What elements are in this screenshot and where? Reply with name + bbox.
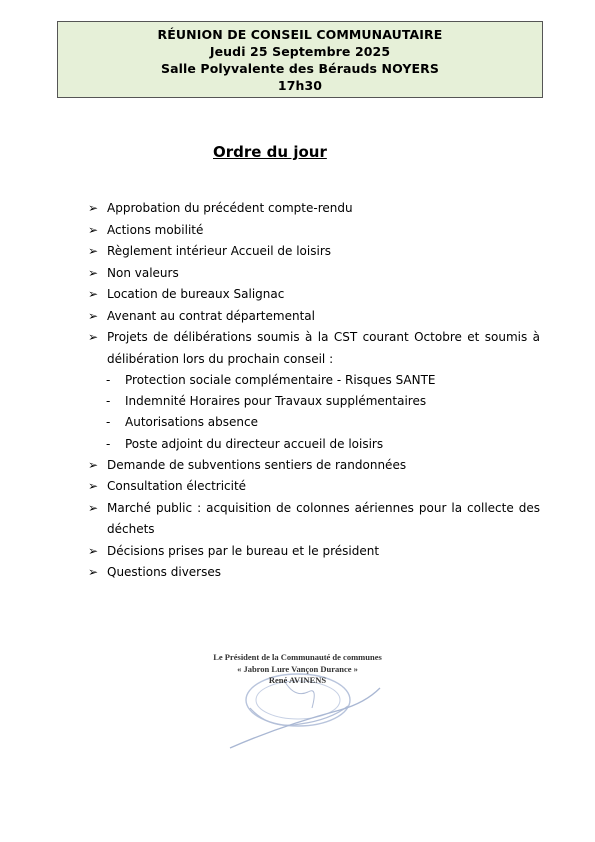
arrow-bullet-icon: ➢: [88, 201, 99, 215]
list-item: ➢ Avenant au contrat départemental: [88, 306, 540, 328]
dash-bullet: -: [106, 436, 111, 451]
list-item: ➢ Location de bureaux Salignac: [88, 284, 540, 306]
arrow-bullet-icon: ➢: [88, 287, 99, 301]
signature-title: Le Président de la Communauté de communes: [213, 652, 382, 662]
dash-bullet: -: [106, 373, 111, 387]
signature-entity: « Jabron Lure Vançon Durance »: [237, 664, 358, 674]
meeting-location: Salle Polyvalente des Bérauds NOYERS: [161, 60, 439, 76]
list-item: ➢ Questions diverses: [88, 562, 540, 584]
meeting-time: 17h30: [277, 77, 323, 93]
agenda-list: [88, 198, 540, 584]
signature-block: [190, 648, 405, 758]
page-title: Ordre du jour: [213, 143, 327, 161]
arrow-bullet-icon: ➢: [88, 500, 99, 515]
dash-bullet: -: [106, 415, 111, 430]
list-item: ➢ Marché public : acquisition de colonnes aériennes pour la collecte des déchets: [88, 498, 540, 541]
sub-list-item: - Protection sociale complémentaire - Risques SANTE: [88, 370, 540, 391]
arrow-bullet-icon: ➢: [88, 565, 99, 580]
list-item: ➢ Non valeurs: [88, 263, 540, 285]
sub-list-item: - Indemnité Horaires pour Travaux supplémentaires: [88, 391, 540, 412]
dash-bullet: -: [106, 394, 111, 409]
meeting-title: RÉUNION DE CONSEIL COMMUNAUTAIRE: [157, 26, 443, 42]
meeting-date: Jeudi 25 Septembre 2025: [209, 43, 391, 59]
arrow-bullet-icon: ➢: [88, 308, 99, 323]
arrow-bullet-icon: ➢: [88, 265, 99, 280]
list-item: ➢ Consultation électricité: [88, 476, 540, 498]
sub-list-item: - Poste adjoint du directeur accueil de loisirs: [88, 434, 540, 455]
arrow-bullet-icon: ➢: [88, 457, 99, 472]
arrow-bullet-icon: ➢: [88, 222, 99, 237]
arrow-bullet-icon: ➢: [88, 479, 99, 494]
list-item: ➢ Projets de délibérations soumis à la CST courant Octobre et soumis à délibération lors du prochain conseil :: [88, 327, 540, 370]
list-item: ➢ Décisions prises par le bureau et le président: [88, 541, 540, 563]
header-box: [57, 21, 543, 98]
list-item: ➢ Approbation du précédent compte-rendu: [88, 198, 540, 220]
list-item: ➢ Règlement intérieur Accueil de loisirs: [88, 241, 540, 263]
sub-list-item: - Autorisations absence: [88, 412, 540, 433]
arrow-bullet-icon: ➢: [88, 330, 99, 344]
signature-name: René AVINENS: [268, 675, 327, 685]
arrow-bullet-icon: ➢: [88, 543, 99, 558]
arrow-bullet-icon: ➢: [88, 244, 99, 258]
list-item: ➢ Actions mobilité: [88, 220, 540, 242]
list-item: ➢ Demande de subventions sentiers de randonnées: [88, 455, 540, 477]
